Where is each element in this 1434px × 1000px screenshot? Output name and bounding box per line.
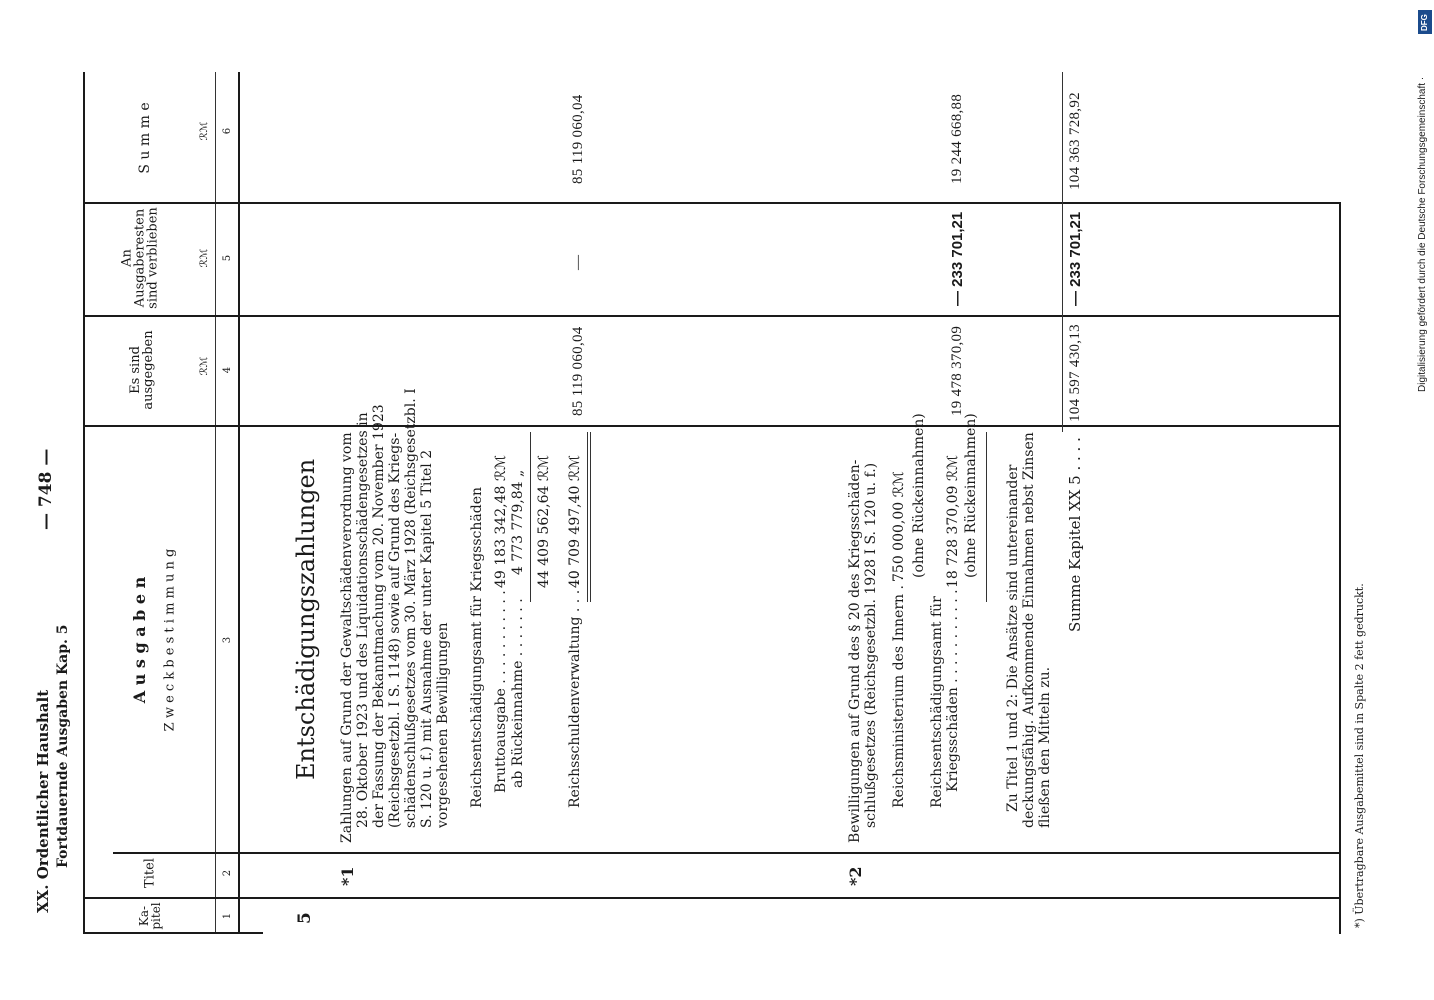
total-reste: — 233 701,21 bbox=[1067, 211, 1084, 306]
col-num-6: 6 bbox=[222, 127, 233, 135]
col-sep-titel bbox=[113, 852, 1341, 854]
header-title-line1: XX. Ordentlicher Haushalt bbox=[34, 689, 52, 913]
title2-summe: 19 244 668,88 bbox=[949, 93, 965, 184]
title1-summe: 85 119 060,04 bbox=[570, 94, 586, 184]
title1-brutto-value: 49 183 342,48 ℛℳ bbox=[493, 454, 509, 588]
col-num-3: 3 bbox=[222, 636, 233, 644]
header-summe: S u m m e bbox=[137, 102, 153, 174]
title1-text-line2: 28. Oktober 1923 und des Liquidationsschädengesetzes in bbox=[355, 412, 371, 828]
title1-marker: *1 bbox=[338, 866, 357, 886]
page-number: — 748 — bbox=[36, 448, 56, 530]
unit-label-6: ℛℳ bbox=[199, 121, 210, 141]
kapitel-number: 5 bbox=[295, 912, 315, 924]
unit-label-4: ℛℳ bbox=[199, 356, 210, 376]
title2-text-line2: schlußgesetzes (Reichsgesetzbl. 1928 I S. 120 u. f.) bbox=[863, 462, 879, 828]
title1-text-line3: der Fassung der Bekanntmachung vom 20. November 1923 bbox=[371, 404, 387, 828]
dfg-logo-text: DFG bbox=[1420, 14, 1429, 31]
col-num-1: 1 bbox=[222, 912, 233, 920]
title2-amt-note: (ohne Rückeinnahmen) bbox=[963, 413, 979, 578]
col-sep-reste bbox=[83, 315, 1341, 317]
header-title-line2: Fortdauernde Ausgaben Kap. 5 bbox=[55, 624, 71, 868]
header-kapitel: Ka- pitel bbox=[137, 902, 163, 930]
title1-rueck-label: ab Rückeinnahme . . . . . . . bbox=[510, 598, 526, 788]
header-ausgaben: A u s g a b e n bbox=[130, 576, 149, 704]
title2-amt-label-2: Kriegsschäden . . . . . . . . . . . bbox=[945, 589, 961, 792]
col-sep-ausgegeben bbox=[83, 425, 1341, 427]
col-sep-bottom bbox=[83, 932, 263, 934]
title1-ausgegeben: 85 119 060,04 bbox=[570, 326, 586, 416]
header-ausgegeben: Es sind ausgegeben bbox=[128, 330, 156, 410]
col-num-2: 2 bbox=[222, 869, 233, 877]
footnote: *) Übertragbare Ausgabemittel sind in Spalte 2 fett gedruckt. bbox=[1353, 583, 1366, 928]
title2-note-line1: Zu Titel 1 und 2: Die Ansätze sind untereinander bbox=[1005, 464, 1021, 812]
title1-text-line7: vorgesehenen Bewilligungen bbox=[435, 622, 451, 828]
title1-text-line1: Zahlungen auf Grund der Gewaltschädenverordnung vom bbox=[339, 432, 355, 843]
total-summe: 104 363 728,92 bbox=[1067, 92, 1083, 190]
unit-label-5: ℛℳ bbox=[199, 248, 210, 268]
col-sep-summe bbox=[83, 202, 1341, 204]
dfg-logo bbox=[1418, 10, 1432, 34]
title1-double-rule-b bbox=[590, 432, 591, 602]
total-rule bbox=[1062, 72, 1063, 432]
title1-netto-value: 44 409 562,64 ℛℳ bbox=[536, 454, 552, 588]
title2-min-label: Reichsministerium des Innern . . bbox=[891, 576, 907, 808]
title1-double-rule-a bbox=[587, 432, 588, 602]
header-zweckbestimmung: Z w e c k b e s t i m m u n g bbox=[162, 548, 178, 732]
title1-amt: Reichsentschädigungsamt für Kriegsschäden bbox=[469, 487, 485, 808]
title2-note-line3: fließen den Mitteln zu. bbox=[1037, 666, 1053, 828]
title1-text-line5: schädenschlußgesetzes vom 30. März 1928 (Reichsgesetzbl. I bbox=[403, 388, 419, 828]
title1-text-line4: (Reichsgesetzbl. I S. 1148) sowie auf Grund des Kriegs- bbox=[387, 432, 403, 828]
title1-reste: — bbox=[570, 254, 586, 270]
title2-min-note: (ohne Rückeinnahmen) bbox=[911, 413, 927, 578]
header-titel: Titel bbox=[142, 858, 158, 888]
title1-sum-rule bbox=[530, 432, 531, 602]
col-num-4: 4 bbox=[222, 366, 233, 374]
section-title: Entschädigungszahlungen bbox=[292, 458, 320, 780]
title2-marker: *2 bbox=[846, 866, 865, 886]
col-num-5: 5 bbox=[222, 254, 233, 262]
title1-schuld-value: 40 709 497,40 ℛℳ bbox=[567, 454, 583, 588]
title2-note-line2: deckungsfähig. Aufkommende Einnahmen nebst Zinsen bbox=[1021, 432, 1037, 828]
title2-amt-value: 18 728 370,09 ℛℳ bbox=[945, 454, 961, 588]
title2-ausgegeben: 19 478 370,09 bbox=[949, 325, 965, 416]
title1-rueck-value: 4 773 779,84 „ bbox=[510, 469, 526, 575]
total-label: Summe Kapitel XX 5 . . . . bbox=[1066, 437, 1084, 632]
col-sep-kapitel bbox=[83, 897, 1341, 899]
title1-brutto-label: Bruttoausgabe . . . . . . . . . . . bbox=[493, 590, 509, 793]
title2-text-line1: Bewilligungen auf Grund des § 20 des Kriegsschäden- bbox=[847, 459, 863, 843]
title2-min-value: 750 000,00 ℛℳ bbox=[891, 471, 907, 582]
rule-table-end bbox=[1339, 202, 1341, 934]
dfg-credit: Digitalisierung gefördert durch die Deutsche Forschungsgemeinschaft · bbox=[1417, 76, 1428, 392]
title2-sum-rule bbox=[986, 432, 987, 602]
total-ausgegeben: 104 597 430,13 bbox=[1067, 324, 1083, 422]
title1-schuld-label: Reichsschuldenverwaltung . . . . . bbox=[567, 572, 583, 808]
title2-amt-label-1: Reichsentschädigungsamt für bbox=[929, 596, 945, 808]
header-ausgabereste: An Ausgaberesten sind verblieben bbox=[119, 207, 161, 309]
title1-text-line6: S. 120 u. f.) mit Ausnahme der unter Kapitel 5 Titel 2 bbox=[419, 449, 435, 828]
title2-reste: — 233 701,21 bbox=[949, 211, 966, 306]
